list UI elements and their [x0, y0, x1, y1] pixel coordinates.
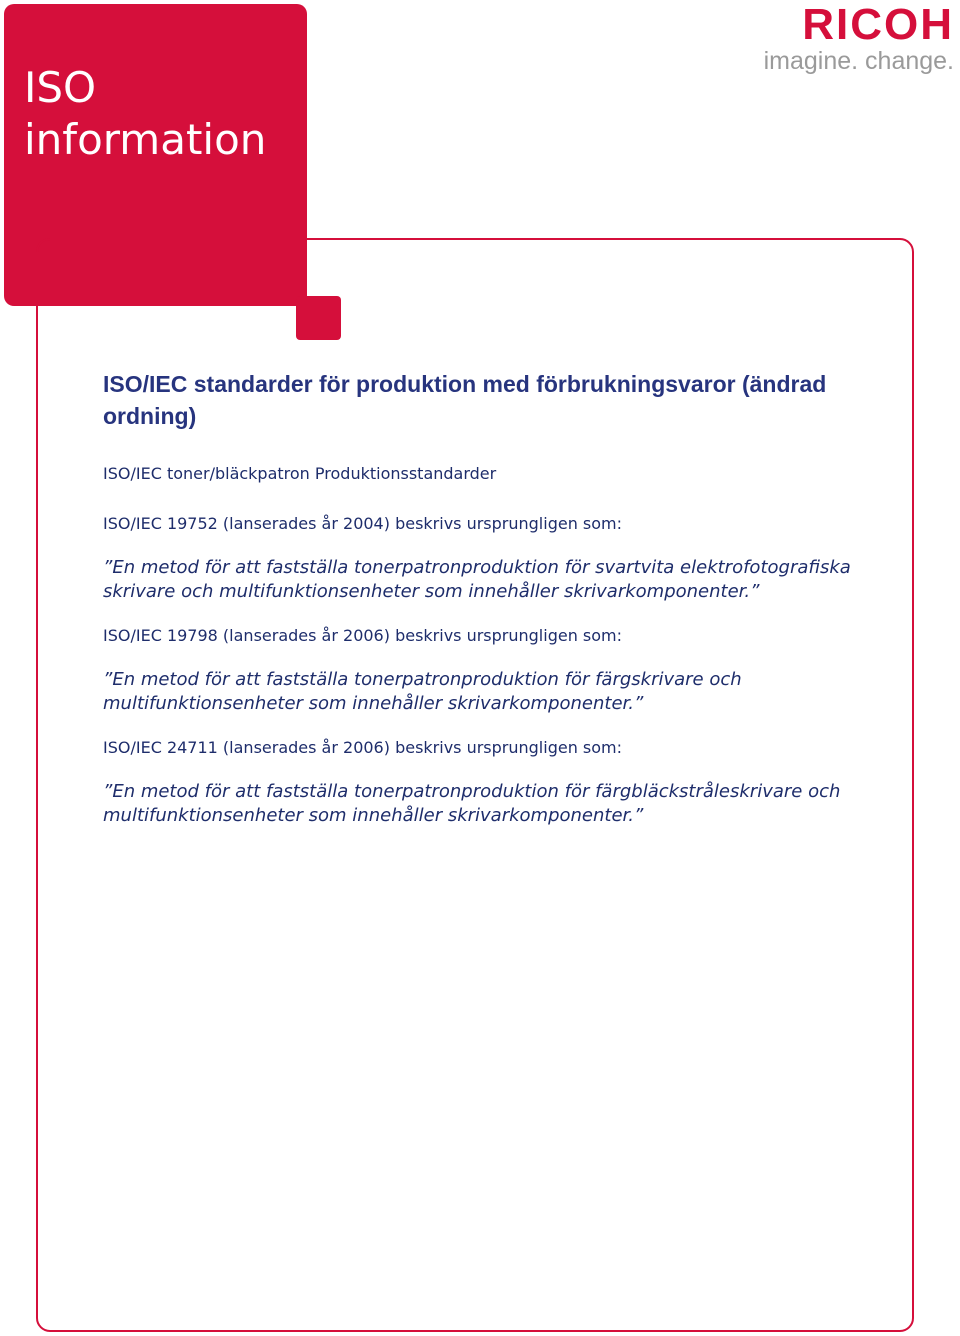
page-title-line-1: ISO — [24, 63, 97, 112]
page-title-line-2: information — [24, 115, 267, 164]
logo-tagline: imagine. change. — [763, 47, 954, 75]
page-title — [24, 62, 266, 166]
standard-quote: ”En metod för att fastställa tonerpatronproduktion för färgskrivare och multifunktionsenheter som innehåller skrivarkomponenter.” — [103, 669, 742, 714]
intro-text: ISO/IEC toner/bläckpatron Produktionsstandarder — [103, 464, 497, 483]
ricoh-logo — [763, 0, 954, 76]
standard-label: ISO/IEC 19798 (lanserades år 2006) beskrivs ursprungligen som: — [103, 626, 623, 645]
logo-wordmark: RICOH — [802, 0, 954, 49]
standard-label: ISO/IEC 24711 (lanserades år 2006) beskrivs ursprungligen som: — [103, 738, 623, 757]
section-heading: ISO/IEC standarder för produktion med förbrukningsvaror (ändrad ordning) — [103, 371, 827, 429]
standard-quote: ”En metod för att fastställa tonerpatronproduktion för färgbläckstråleskrivare och multifunktionsenheter som innehåller skrivarkomponenter.” — [103, 781, 841, 826]
standard-label: ISO/IEC 19752 (lanserades år 2004) beskrivs ursprungligen som: — [103, 514, 623, 533]
document-body — [103, 368, 883, 848]
standard-quote: ”En metod för att fastställa tonerpatronproduktion för svartvita elektrofotografiska skrivare och multifunktionsenheter som innehåller skrivarkomponenter.” — [103, 557, 851, 602]
